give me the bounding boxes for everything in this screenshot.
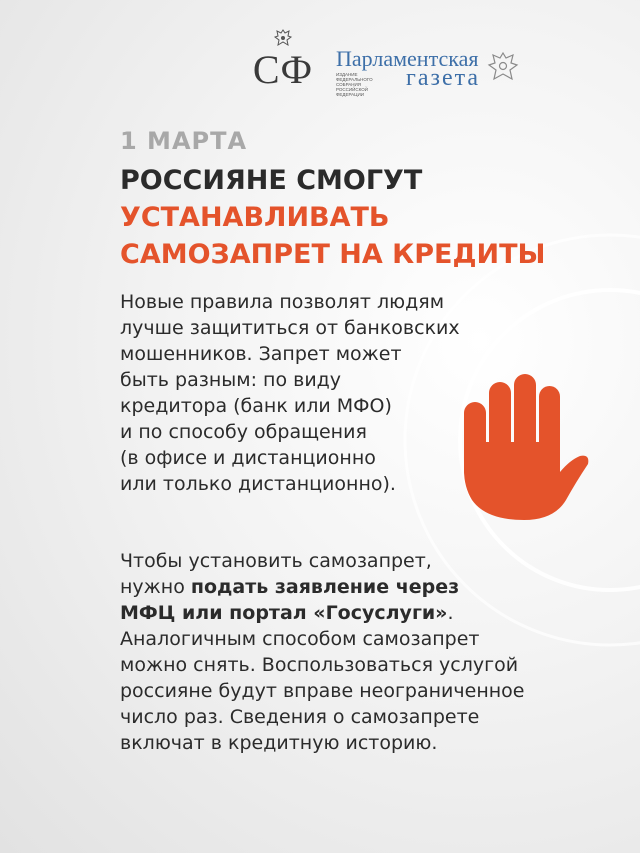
paragraph-1-line: и по способу обращения (120, 421, 367, 443)
headline (120, 162, 546, 273)
paragraph-2-line: россияне будут вправе неограниченное (120, 680, 525, 702)
paragraph-2-line: включат в кредитную историю. (120, 732, 438, 754)
paragraph-1-line: кредитора (банк или МФО) (120, 395, 392, 417)
paragraph-2-line (120, 574, 540, 600)
paragraph-1-line: или только дистанционно). (120, 473, 396, 495)
paragraph-1-line: лучше защититься от банковских (120, 317, 460, 339)
paragraph-2-text: нужно (120, 576, 191, 598)
sf-logo-text: СФ (252, 47, 314, 92)
paragraph-2-line: можно снять. Воспользоваться услугой (120, 654, 519, 676)
paragraph-1-line: (в офисе и дистанционно (120, 447, 376, 469)
headline-line-2: УСТАНАВЛИВАТЬ (120, 202, 390, 233)
headline-line-3: САМОЗАПРЕТ НА КРЕДИТЫ (120, 239, 546, 270)
paragraph-2 (120, 548, 540, 756)
parliament-gazette-logo (336, 48, 526, 96)
paragraph-2-line (120, 600, 540, 626)
paragraph-1 (120, 289, 460, 497)
paragraph-2-bold: МФЦ или портал «Госуслуги» (120, 602, 448, 624)
paragraph-2-bold: подать заявление через (190, 576, 460, 598)
headline-line-1: РОССИЯНЕ СМОГУТ (120, 165, 423, 196)
paragraph-2-text: . (447, 602, 454, 624)
paragraph-2-line: число раз. Сведения о самозапрете (120, 706, 480, 728)
pg-logo-word: газета (406, 65, 481, 91)
date-label: 1 МАРТА (120, 127, 248, 155)
paragraph-1-line: мошенников. Запрет может (120, 343, 402, 365)
sf-logo (243, 28, 323, 94)
paragraph-2-line: Аналогичным способом самозапрет (120, 628, 480, 650)
pg-logo-title: Парламентская (336, 46, 479, 71)
stop-hand-icon (462, 372, 592, 522)
pg-logo-subtitle: ИЗДАНИЕ ФЕДЕРАЛЬНОГО СОБРАНИЯ РОССИЙСКОЙ ФЕДЕРАЦИИ (336, 72, 373, 97)
paragraph-1-line: быть разным: по виду (120, 369, 342, 391)
eagle-emblem-icon (486, 50, 520, 88)
paragraph-1-line: Новые правила позволят людям (120, 291, 445, 313)
paragraph-2-line: Чтобы установить самозапрет, (120, 550, 432, 572)
